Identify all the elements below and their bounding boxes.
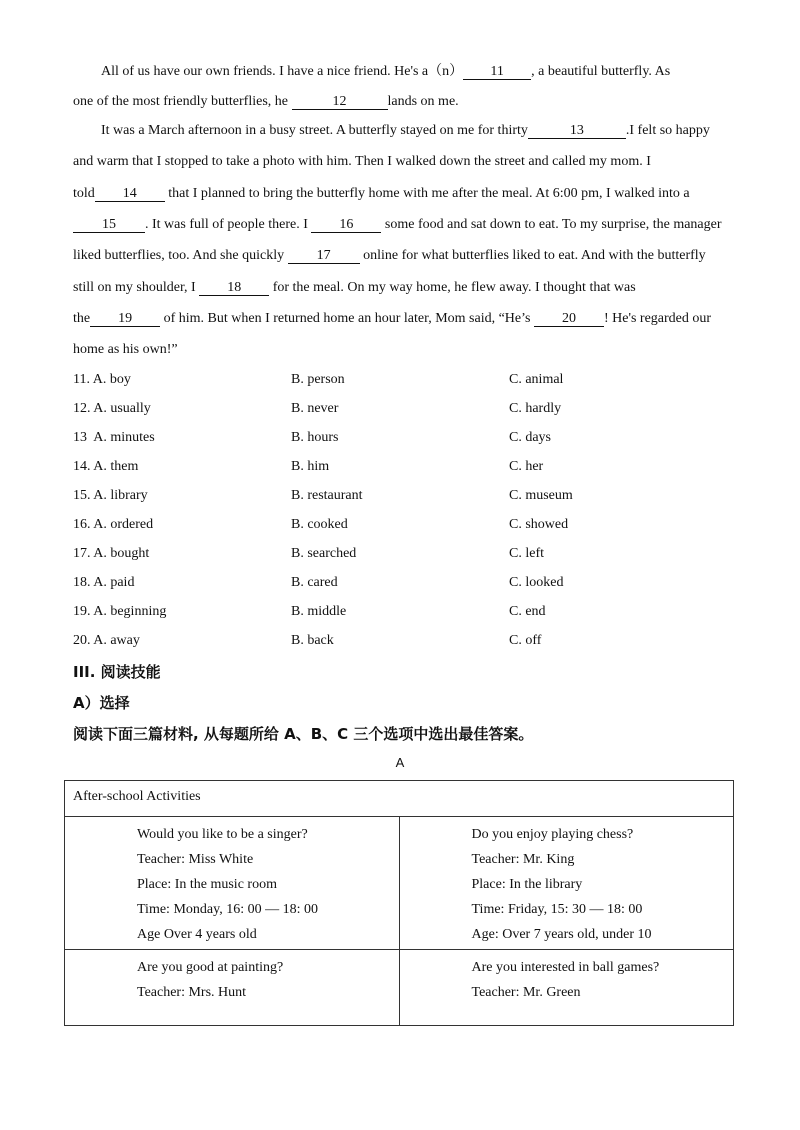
option-b: B. back [291, 633, 334, 648]
passage-line-3 [101, 123, 710, 139]
option-b: B. restaurant [291, 488, 363, 503]
section-subtitle: A）选择 [73, 694, 130, 712]
passage-text: online for what butterflies liked to eat. And with the butterfly [359, 248, 706, 263]
option-a: 19. A. beginning [73, 604, 167, 619]
option-c: C. museum [509, 488, 573, 503]
option-c: C. her [509, 459, 544, 474]
passage-text: told [73, 186, 95, 201]
passage-text: . It was full of people there. I [145, 217, 312, 232]
passage-line-5 [73, 186, 690, 202]
option-a: 17. A. bought [73, 546, 150, 561]
option-row [73, 546, 733, 564]
option-b: B. hours [291, 430, 339, 445]
option-row [73, 401, 733, 419]
passage-text: home as his own!” [73, 342, 178, 357]
blank-17: 17 [288, 249, 360, 264]
option-b: B. cared [291, 575, 338, 590]
passage-line-6 [73, 217, 722, 233]
passage-line-4 [73, 154, 651, 170]
activity-teacher: Teacher: Mrs. Hunt [137, 985, 247, 1000]
blank-14: 14 [95, 187, 165, 202]
activity-time: Time: Friday, 15: 30 — 18: 00 [471, 902, 643, 917]
option-c: C. showed [509, 517, 569, 532]
activity-chess [399, 817, 734, 950]
passage-text: some food and sat down to eat. To my surprise, the manager [381, 217, 722, 232]
option-a: 14. A. them [73, 459, 139, 474]
passage-text: ! He's regarded our [603, 311, 712, 326]
option-a: 20. A. away [73, 633, 140, 648]
section-instruction: 阅读下面三篇材料, 从每题所给 A、B、C 三个选项中选出最佳答案。 [73, 725, 534, 743]
option-row [73, 488, 733, 506]
option-a: 18. A. paid [73, 575, 135, 590]
passage-text: and warm that I stopped to take a photo with him. Then I walked down the street and called my mom. I [73, 154, 651, 169]
activity-place: Place: In the music room [137, 877, 277, 892]
passage-line-7 [73, 248, 706, 264]
activity-question: Would you like to be a singer? [137, 827, 308, 842]
activity-place: Place: In the library [471, 877, 583, 892]
passage-line-1 [101, 64, 670, 80]
option-row [73, 604, 733, 622]
passage-line-2 [73, 94, 459, 110]
passage-text: that I planned to bring the butterfly home with me after the meal. At 6:00 pm, I walked into a [164, 186, 690, 201]
option-b: B. person [291, 372, 345, 387]
activity-time: Time: Monday, 16: 00 — 18: 00 [137, 902, 318, 917]
passage-text: of him. But when I returned home an hour later, Mom said, “He’s [160, 311, 534, 326]
option-row [73, 633, 733, 651]
passage-text: the [73, 311, 91, 326]
option-row [73, 575, 733, 593]
activity-teacher: Teacher: Mr. Green [471, 985, 581, 1000]
option-c: C. off [509, 633, 542, 648]
passage-letter: A [395, 755, 405, 770]
option-c: C. hardly [509, 401, 562, 416]
passage-line-9 [73, 311, 711, 327]
passage-text: liked butterflies, too. And she quickly [73, 248, 288, 263]
option-b: B. middle [291, 604, 347, 619]
blank-16: 16 [311, 218, 381, 233]
option-b: B. searched [291, 546, 357, 561]
passage-line-10 [73, 342, 178, 358]
activity-question: Are you interested in ball games? [471, 960, 660, 975]
option-a: 16. A. ordered [73, 517, 154, 532]
option-row [73, 372, 733, 390]
option-row [73, 430, 733, 448]
activity-singer [65, 817, 400, 950]
passage-text: .I felt so happy [625, 123, 710, 138]
activity-question: Do you enjoy playing chess? [471, 827, 634, 842]
passage-line-8 [73, 280, 636, 296]
passage-text: It was a March afternoon in a busy street. A butterfly stayed on me for thirty [101, 123, 528, 138]
option-c: C. looked [509, 575, 564, 590]
passage-text: still on my shoulder, I [73, 280, 200, 295]
option-b: B. cooked [291, 517, 348, 532]
option-a: 11. A. boy [73, 372, 131, 387]
blank-19: 19 [90, 312, 160, 327]
activity-teacher: Teacher: Miss White [137, 852, 254, 867]
table-header-text: After-school Activities [73, 789, 201, 804]
passage-text: All of us have our own friends. I have a nice friend. He's a（n） [101, 64, 464, 79]
option-a: 13 A. minutes [73, 430, 155, 445]
activity-question: Are you good at painting? [137, 960, 284, 975]
section-title: III. 阅读技能 [73, 663, 161, 681]
activities-table [64, 780, 734, 1026]
blank-13: 13 [528, 124, 626, 139]
passage-text: for the meal. On my way home, he flew away. I thought that was [269, 280, 636, 295]
passage-text: , a beautiful butterfly. As [531, 64, 671, 79]
option-b: B. him [291, 459, 330, 474]
blank-15: 15 [73, 218, 145, 233]
blank-12: 12 [292, 95, 388, 110]
passage-text: one of the most friendly butterflies, he [73, 94, 292, 109]
activity-teacher: Teacher: Mr. King [471, 852, 575, 867]
blank-11: 11 [463, 65, 531, 80]
activity-ball-games [399, 950, 734, 1026]
option-a: 15. A. library [73, 488, 148, 503]
option-c: C. animal [509, 372, 564, 387]
activity-painting [65, 950, 400, 1026]
activity-age: Age Over 4 years old [137, 927, 257, 942]
passage-text: lands on me. [387, 94, 459, 109]
option-b: B. never [291, 401, 339, 416]
blank-18: 18 [199, 281, 269, 296]
table-header [65, 781, 734, 817]
activity-age: Age: Over 7 years old, under 10 [471, 927, 652, 942]
option-c: C. left [509, 546, 544, 561]
option-row [73, 459, 733, 477]
option-c: C. end [509, 604, 546, 619]
option-a: 12. A. usually [73, 401, 151, 416]
option-c: C. days [509, 430, 551, 445]
blank-20: 20 [534, 312, 604, 327]
option-row [73, 517, 733, 535]
